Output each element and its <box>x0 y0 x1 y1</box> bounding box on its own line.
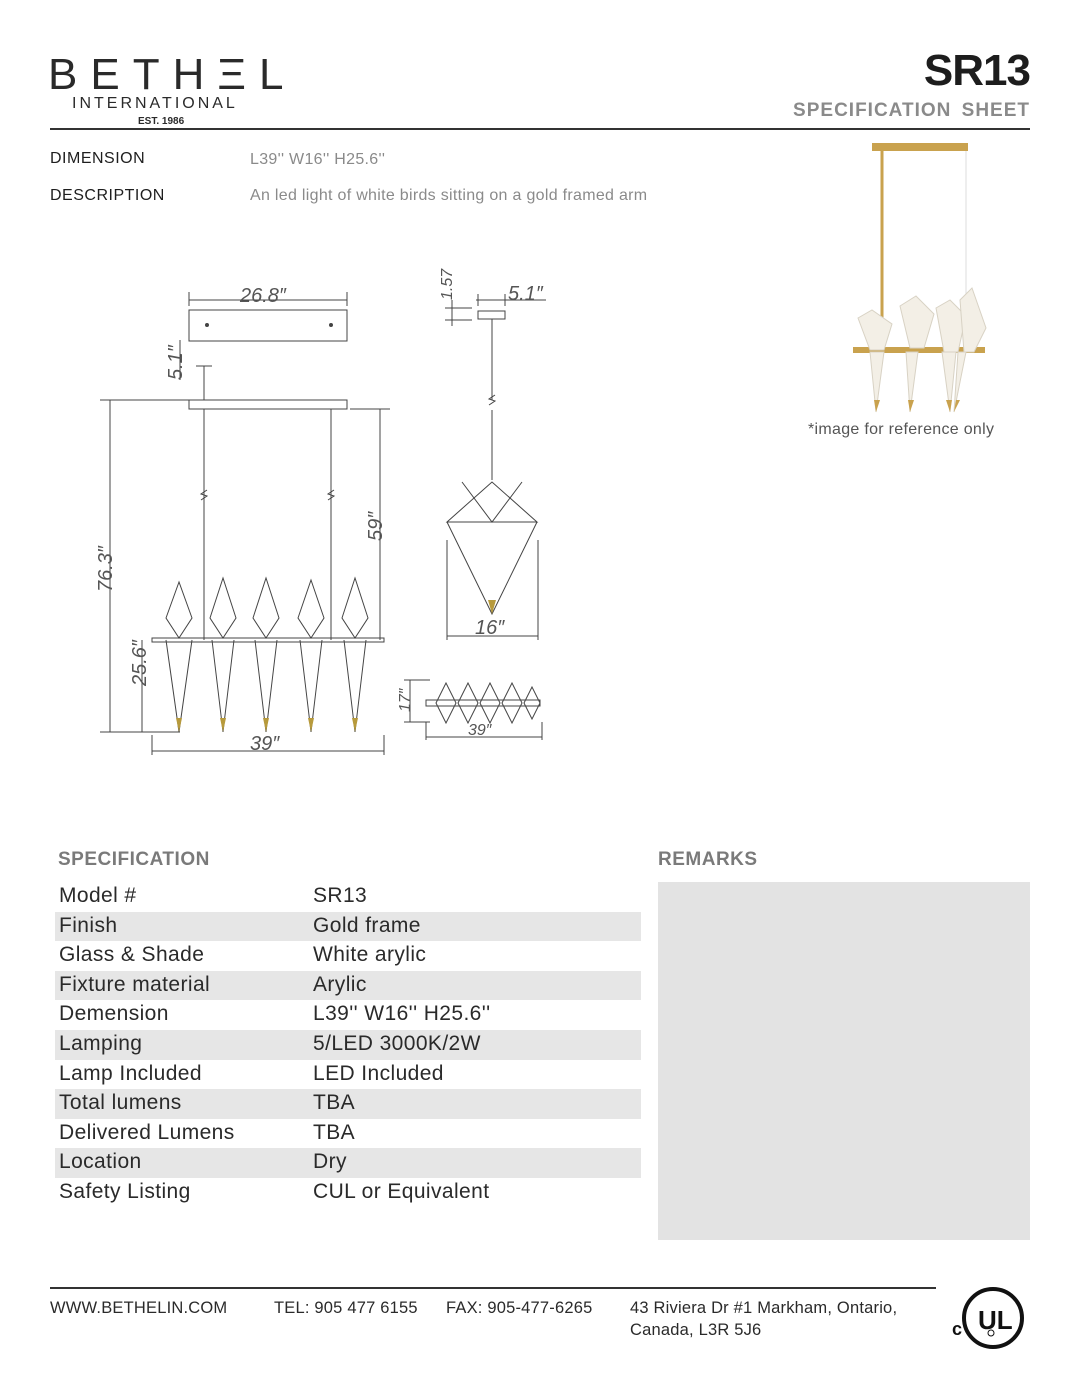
spec-key: Location <box>59 1150 142 1174</box>
dim-drop: 59″ <box>365 511 387 541</box>
spec-key: Fixture material <box>59 972 211 996</box>
dim-top-length: 39″ <box>468 722 492 739</box>
specification-title: SPECIFICATION <box>58 849 210 870</box>
dim-canopy-length: 26.8″ <box>240 285 287 307</box>
footer-fax: FAX: 905-477-6265 <box>446 1299 593 1317</box>
spec-row <box>55 1119 641 1149</box>
dim-length: 39″ <box>250 733 280 755</box>
spec-row <box>55 1030 641 1060</box>
description-value: An led light of white birds sitting on a gold framed arm <box>250 187 648 204</box>
reference-note: *image for reference only <box>808 421 995 438</box>
spec-row <box>55 1060 641 1090</box>
dim-side-top: 1.57 <box>439 268 456 300</box>
footer-divider <box>50 1287 936 1289</box>
spec-row <box>55 912 641 942</box>
spec-row <box>55 971 641 1001</box>
spec-value: 5/LED 3000K/2W <box>313 1031 481 1055</box>
spec-row <box>55 1000 641 1030</box>
spec-value: Dry <box>313 1150 347 1174</box>
footer-address-line1: 43 Riviera Dr #1 Markham, Ontario, <box>630 1299 898 1317</box>
dim-overall-height: 76.3″ <box>95 545 117 592</box>
dim-width: 16″ <box>475 617 505 639</box>
svg-text:c: c <box>952 1319 963 1339</box>
spec-key: Delivered Lumens <box>59 1120 235 1144</box>
dimension-label: DIMENSION <box>50 150 146 167</box>
spec-value: Gold frame <box>313 913 421 937</box>
footer-tel: TEL: 905 477 6155 <box>274 1299 418 1317</box>
remarks-title: REMARKS <box>658 849 758 870</box>
spec-key: Model # <box>59 884 137 907</box>
dim-canopy-height: 5.1″ <box>165 345 187 380</box>
spec-key: Finish <box>59 913 118 937</box>
dim-side-canopy: 5.1″ <box>508 283 543 305</box>
brand-logo: BETHΞL <box>48 50 297 99</box>
product-image <box>840 138 1030 418</box>
dim-top-height: 17″ <box>397 688 414 712</box>
spec-key: Lamp Included <box>59 1061 202 1085</box>
footer-address-line2: Canada, L3R 5J6 <box>630 1321 762 1339</box>
spec-value: L39'' W16'' H25.6'' <box>313 1002 491 1026</box>
spec-row <box>55 1178 641 1208</box>
header-divider <box>50 128 1030 130</box>
description-label: DESCRIPTION <box>50 187 165 204</box>
footer-website[interactable]: WWW.BETHELIN.COM <box>50 1299 228 1317</box>
spec-key: Demension <box>59 1002 169 1026</box>
brand-est: EST. 1986 <box>138 116 185 127</box>
spec-row <box>55 941 641 971</box>
spec-key: Total lumens <box>59 1091 182 1115</box>
sheet-subtitle: SPECIFICATION SHEET <box>793 100 1030 121</box>
spec-value: White arylic <box>313 943 427 967</box>
spec-value: TBA <box>313 1120 356 1144</box>
model-title: SR13 <box>923 46 1030 95</box>
spec-value: TBA <box>313 1091 356 1115</box>
spec-row <box>55 882 641 912</box>
brand-sub: INTERNATIONAL <box>72 95 238 112</box>
spec-table <box>55 882 641 1208</box>
spec-key: Glass & Shade <box>59 943 205 967</box>
dimension-value: L39'' W16'' H25.6'' <box>250 151 386 168</box>
cul-listed-icon <box>950 1287 1032 1351</box>
spec-value: LED Included <box>313 1061 444 1085</box>
svg-text:UL: UL <box>978 1305 1013 1335</box>
spec-key: Safety Listing <box>59 1179 191 1203</box>
spec-row <box>55 1089 641 1119</box>
spec-value: CUL or Equivalent <box>313 1179 490 1203</box>
remarks-box <box>658 882 1030 1240</box>
spec-value: SR13 <box>313 884 368 907</box>
technical-drawing <box>80 250 560 770</box>
dim-body-height: 25.6″ <box>129 639 151 686</box>
spec-key: Lamping <box>59 1031 143 1055</box>
spec-row <box>55 1148 641 1178</box>
spec-value: Arylic <box>313 972 367 996</box>
